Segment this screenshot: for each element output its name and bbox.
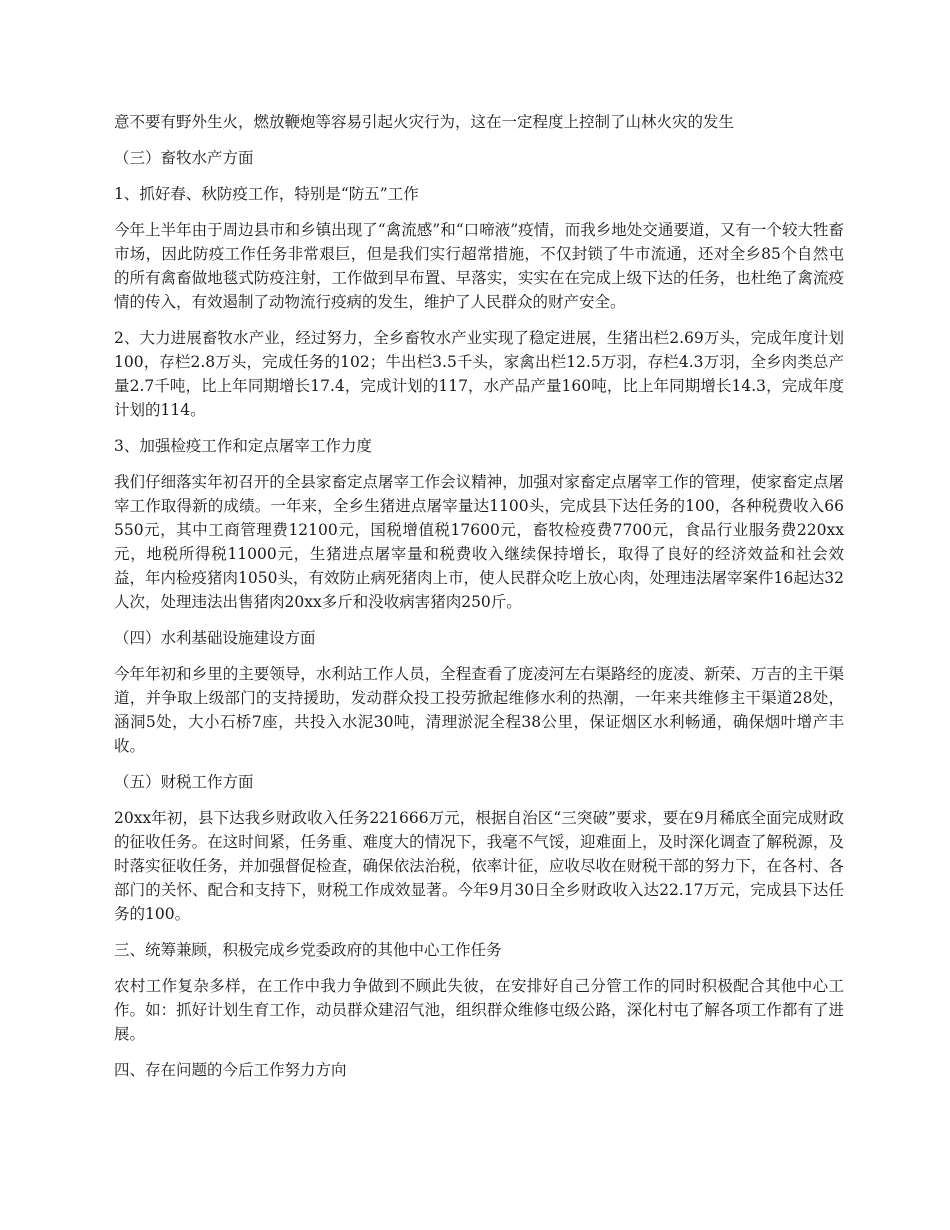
subheading-epidemic-prevention: 1、抓好春、秋防疫工作，特别是“防五”工作	[114, 185, 419, 203]
paragraph-other-tasks: 农村工作复杂多样，在工作中我力争做到不顾此失彼，在安排好自己分管工作的同时积极配合其他中心工作。如：抓好计划生育工作，动员群众建沼气池，组织群众维修屯级公路，深化村屯了解各项工作都有了进展。	[114, 977, 844, 1043]
paragraph-quarantine-slaughter: 我们仔细落实年初召开的全县家畜定点屠宰工作会议精神，加强对家畜定点屠宰工作的管理，使家畜定点屠宰工作取得新的成绩。一年来，全乡生猪进点屠宰量达1100头，完成县下达任务的100，各种税费收入66550元，其中工商管理费12100元，国税增值税17600元，畜牧检疫费7700元，食品行业服务费220xx元，地税所得税11000元，生猪进点屠宰量和税费收入继续保持增长，取得了良好的经济效益和社会效益，年内检疫猪肉1050头，有效防止病死猪肉上市，使人民群众吃上放心肉，处理违法屠宰案件16起达32人次，处理违法出售猪肉20xx多斤和没收病害猪肉250斤。	[114, 473, 844, 611]
section-heading-livestock: （三）畜牧水产方面	[114, 149, 254, 167]
section-heading-finance-tax: （五）财税工作方面	[114, 773, 254, 791]
section-heading-problems-direction: 四、存在问题的今后工作努力方向	[114, 1061, 347, 1079]
subheading-quarantine-slaughter: 3、加强检疫工作和定点屠宰工作力度	[114, 437, 372, 455]
paragraph-livestock-development: 2、大力进展畜牧水产业，经过努力，全乡畜牧水产业实现了稳定进展，生猪出栏2.69万头，完成年度计划100，存栏2.8万头，完成任务的102；牛出栏3.5千头，家禽出栏12.5万羽，存栏4.3万羽，全乡肉类总产量2.7千吨，比上年同期增长17.4，完成计划的117，水产品产量160吨，比上年同期增长14.3，完成年度计划的114。	[114, 329, 844, 419]
section-heading-other-tasks: 三、统筹兼顾，积极完成乡党委政府的其他中心工作任务	[114, 941, 502, 959]
section-heading-water-conservancy: （四）水利基础设施建设方面	[114, 629, 316, 647]
paragraph-fire-prevention: 意不要有野外生火，燃放鞭炮等容易引起火灾行为，这在一定程度上控制了山林火灾的发生	[114, 113, 735, 131]
paragraph-finance-tax: 20xx年初，县下达我乡财政收入任务221666万元，根据自治区“三突破”要求，要在9月稀底全面完成财政的征收任务。在这时间紧，任务重、难度大的情况下，我毫不气馁，迎难面上，及时深化调查了解税源，及时落实征收任务，并加强督促检查，确保依法治税，依率计征，应收尽收在财税干部的努力下，在各村、各部门的关怀、配合和支持下，财税工作成效显著。今年9月30日全乡财政收入达22.17万元，完成县下达任务的100。	[114, 809, 844, 923]
document-page	[114, 110, 844, 1094]
paragraph-epidemic-prevention: 今年上半年由于周边县市和乡镇出现了“禽流感”和“口啼液”疫情，而我乡地处交通要道，又有一个较大牲畜市场，因此防疫工作任务非常艰巨，但是我们实行超常措施，不仅封锁了牛市流通，还对全乡85个自然屯的所有禽畜做地毯式防疫注射，工作做到早布置、早落实，实实在在完成上级下达的任务，也杜绝了禽流疫情的传入，有效遏制了动物流行疫病的发生，维护了人民群众的财产安全。	[114, 221, 844, 311]
paragraph-water-conservancy: 今年年初和乡里的主要领导，水利站工作人员，全程查看了庞凌河左右渠路经的庞凌、新荣、万吉的主干渠道，并争取上级部门的支持援助，发动群众投工投劳掀起维修水利的热潮，一年来共维修主干渠道28处，涵洞5处，大小石桥7座，共投入水泥30吨，清理淤泥全程38公里，保证烟区水利畅通，确保烟叶增产丰收。	[114, 665, 844, 755]
